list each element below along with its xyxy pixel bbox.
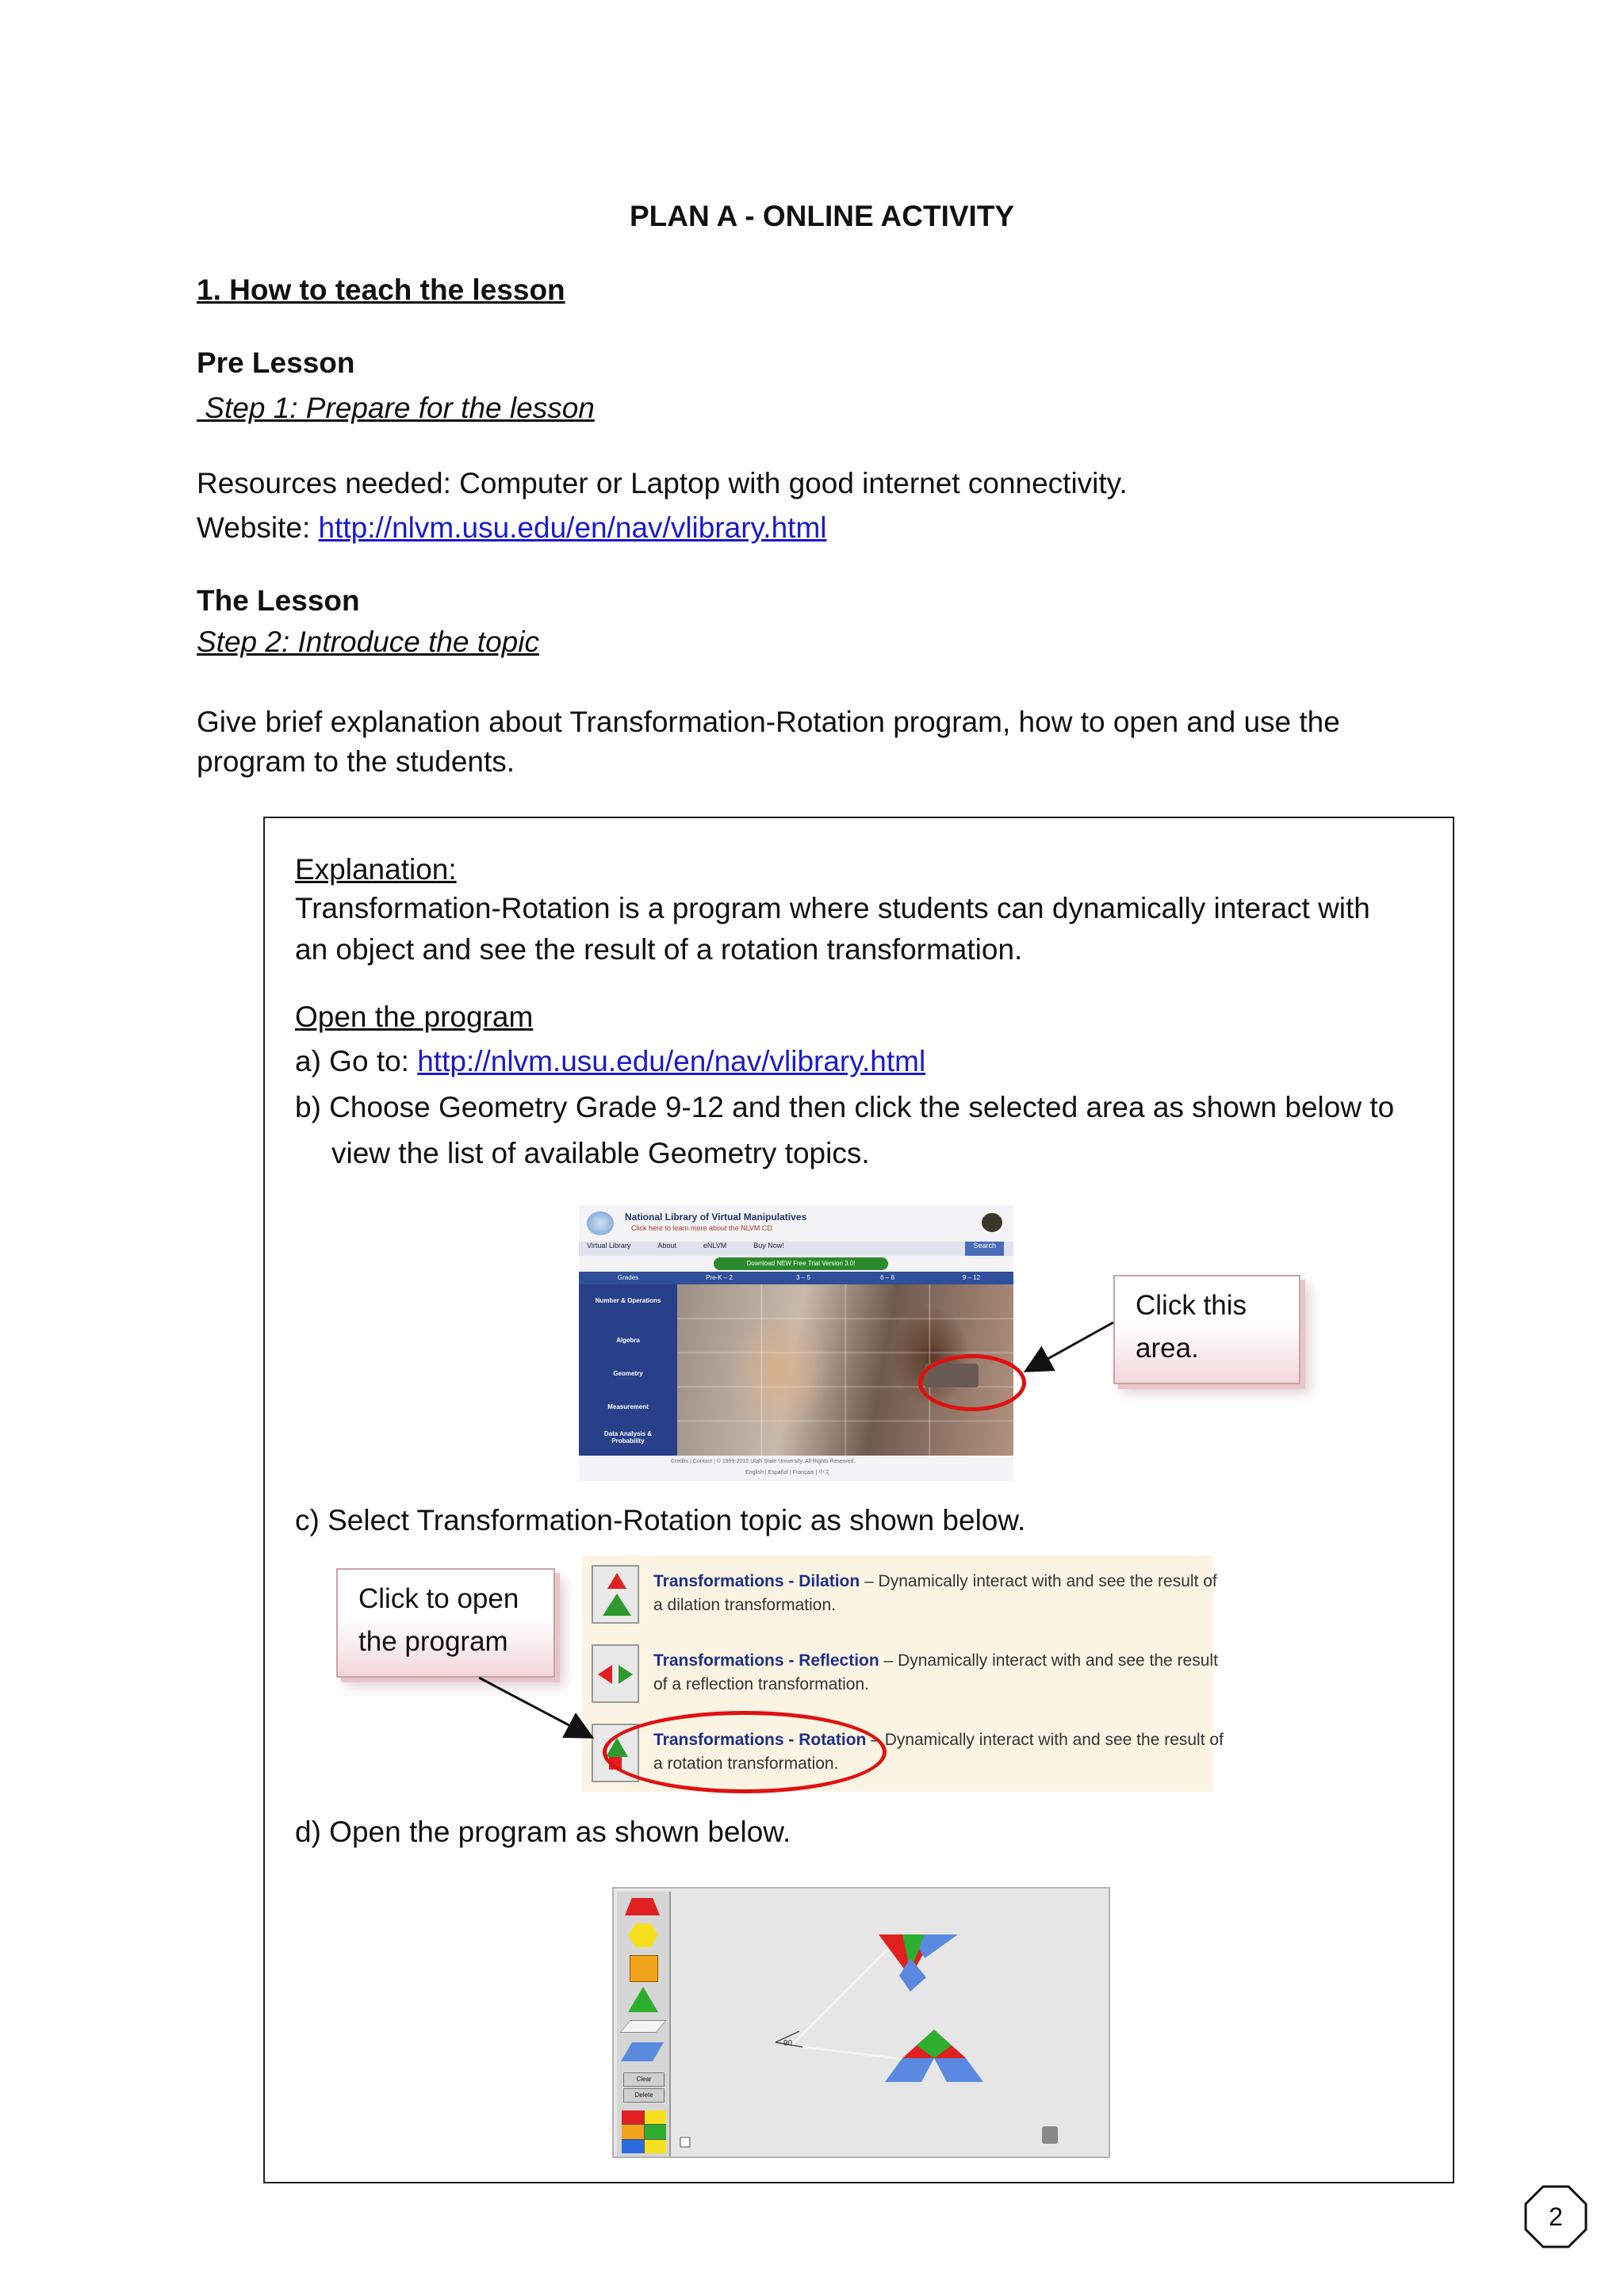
- grade-6-8[interactable]: 6 – 8: [880, 1274, 894, 1281]
- clear-button[interactable]: Clear: [623, 2072, 665, 2087]
- nav-about[interactable]: About: [657, 1242, 676, 1249]
- grade-prek-2[interactable]: Pre-K – 2: [706, 1274, 733, 1281]
- topic-reflection-desc1: – Dynamically interact with and see the result: [879, 1651, 1218, 1670]
- topic-rotation-title[interactable]: Transformations - Rotation: [653, 1731, 867, 1749]
- topic-dilation-title[interactable]: Transformations - Dilation: [653, 1572, 860, 1590]
- grade-9-12[interactable]: 9 – 12: [962, 1274, 981, 1281]
- step-1-heading: Step 1: Prepare for the lesson: [197, 392, 595, 424]
- explanation-line2: an object and see the result of a rotation transformation.: [295, 933, 1023, 966]
- square-tool-icon[interactable]: [630, 1955, 658, 1982]
- delete-button[interactable]: Delete: [623, 2088, 665, 2103]
- angle-label: 90: [783, 2039, 793, 2048]
- topic-reflection-desc2: of a reflection transformation.: [653, 1675, 869, 1693]
- thin-rhombus-tool-icon[interactable]: [619, 2020, 666, 2033]
- grid-checkbox: [680, 2137, 690, 2147]
- arrow-to-rotation: [479, 1678, 590, 1736]
- hexagon-tool-icon[interactable]: [628, 1923, 658, 1947]
- topic-dilation-desc2: a dilation transformation.: [653, 1596, 836, 1614]
- callout1-line2: area.: [1136, 1333, 1199, 1364]
- callout1-line1: Click this: [1136, 1290, 1247, 1321]
- callout2-line1: Click to open: [358, 1583, 519, 1614]
- shape-palette: [617, 1892, 671, 2156]
- website-label: Website:: [197, 511, 319, 544]
- explanation-line1: Transformation-Rotation is a program where students can dynamically interact with: [295, 892, 1370, 924]
- page-number-badge: [1524, 2185, 1588, 2248]
- original-shape-blue-left: [885, 2058, 934, 2082]
- category-measurement[interactable]: Measurement: [607, 1403, 649, 1410]
- page-number: 2: [1549, 2202, 1563, 2231]
- topic-rotation-desc1: – Dynamically interact with and see the result of: [866, 1731, 1224, 1749]
- website-link[interactable]: http://nlvm.usu.edu/en/nav/vlibrary.html: [318, 511, 827, 544]
- category-data-analysis[interactable]: Data Analysis & Probability: [603, 1430, 653, 1445]
- nav-buy-now[interactable]: Buy Now!: [753, 1242, 784, 1249]
- category-algebra[interactable]: Algebra: [616, 1337, 640, 1344]
- open-program-label: Open the program: [295, 1001, 534, 1033]
- step-2-heading: Step 2: Introduce the topic: [197, 626, 539, 658]
- pre-lesson-heading: Pre Lesson: [197, 346, 355, 379]
- resources-text: Resources needed: Computer or Laptop with good internet connectivity.: [197, 467, 1128, 499]
- nlvm-footer: Credits | Contact | © 1999-2010 Utah State University. All Rights Reserved.: [671, 1459, 856, 1464]
- nlvm-footer-languages: English | Español | Français | 中文: [745, 1470, 830, 1475]
- nav-virtual-library[interactable]: Virtual Library: [587, 1242, 631, 1249]
- nav-enlvm[interactable]: eNLVM: [703, 1242, 727, 1249]
- trapezoid-tool-icon[interactable]: [625, 1898, 660, 1915]
- explanation-label: Explanation:: [295, 853, 457, 886]
- step-a-link[interactable]: http://nlvm.usu.edu/en/nav/vlibrary.html: [417, 1045, 926, 1077]
- nlvm-download-banner[interactable]: Download NEW Free Trial Version 3.0!: [714, 1257, 888, 1270]
- nav-search[interactable]: Search: [965, 1242, 1004, 1256]
- topic-rotation-desc2: a rotation transformation.: [653, 1755, 839, 1773]
- topic-dilation-desc1: – Dynamically interact with and see the result of: [860, 1572, 1217, 1590]
- lesson-heading: The Lesson: [197, 584, 360, 617]
- grade-header: Grades: [617, 1274, 639, 1281]
- intro-paragraph-line1: Give brief explanation about Transformation-Rotation program, how to open and use the: [197, 706, 1340, 738]
- page-title: PLAN A - ONLINE ACTIVITY: [630, 200, 1015, 232]
- rotation-applet-screenshot: [612, 1887, 1110, 2158]
- arrow-to-geometry: [1028, 1322, 1113, 1370]
- section-heading: 1. How to teach the lesson: [197, 274, 565, 306]
- topic-reflection-title[interactable]: Transformations - Reflection: [653, 1651, 879, 1670]
- step-b-line1: b) Choose Geometry Grade 9-12 and then click the selected area as shown below to: [295, 1091, 1395, 1123]
- step-c: c) Select Transformation-Rotation topic as shown below.: [295, 1504, 1026, 1536]
- category-geometry[interactable]: Geometry: [613, 1370, 643, 1377]
- step-a-prefix: a) Go to:: [295, 1045, 418, 1077]
- nlvm-header: National Library of Virtual Manipulatives: [625, 1211, 807, 1223]
- callout2-line2: the program: [358, 1626, 508, 1658]
- intro-paragraph-line2: program to the students.: [197, 745, 515, 778]
- step-d: d) Open the program as shown below.: [295, 1816, 791, 1848]
- nlvm-subheader: Click here to learn more about the NLVM CD: [631, 1224, 772, 1232]
- step-b-line2: view the list of available Geometry topics.: [331, 1137, 870, 1169]
- trash-icon: [1042, 2126, 1058, 2144]
- color-picker[interactable]: [622, 2110, 666, 2153]
- triangle-tool-icon[interactable]: [628, 1987, 658, 2012]
- rotation-canvas[interactable]: [672, 1892, 1107, 2156]
- original-shape-blue-right: [934, 2058, 983, 2082]
- rhombus-tool-icon[interactable]: [621, 2042, 664, 2061]
- category-number[interactable]: Number & Operations: [595, 1297, 661, 1304]
- grade-3-5[interactable]: 3 – 5: [796, 1274, 810, 1281]
